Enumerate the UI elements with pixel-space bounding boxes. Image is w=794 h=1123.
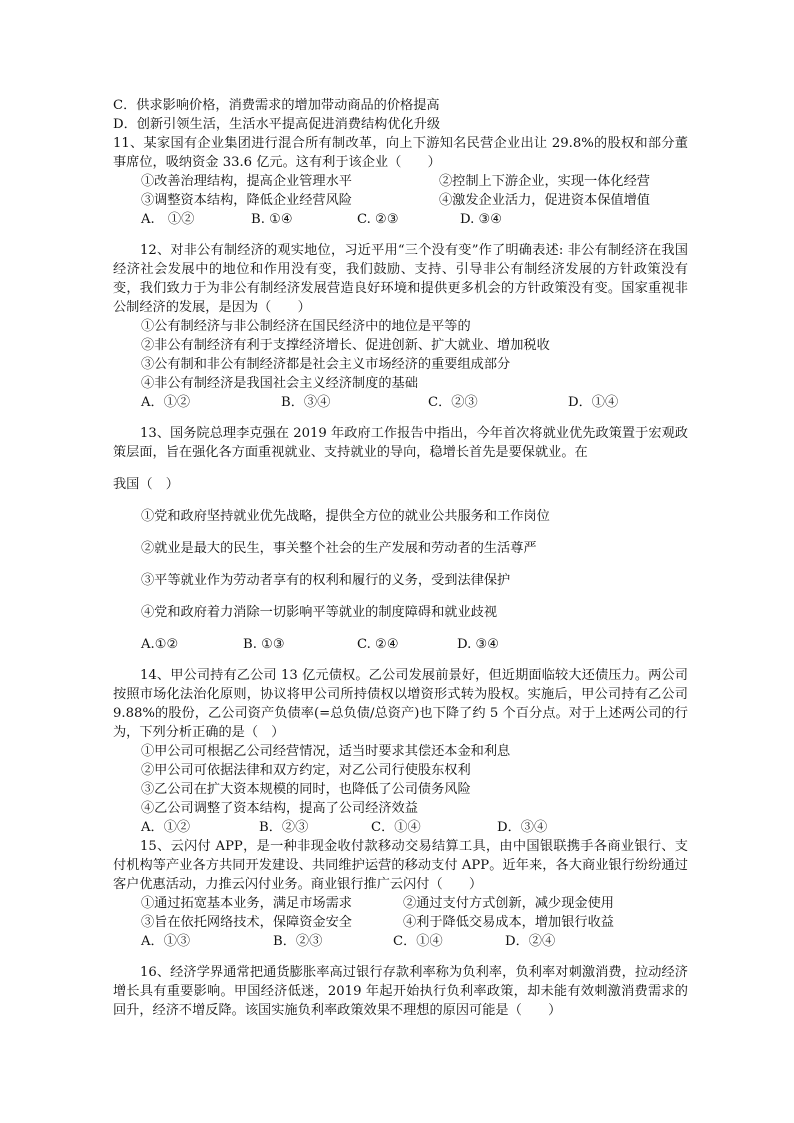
q12-stem: 12、对非公有制经济的观实地位，习近平用“三个没有变”作了明确表述: 非公有制经济在我国经济社会发展中的地位和作用没有变，我们鼓励、支持、引导非公有制经济发展的方针政策没有变，我们致力于为非公有制经济发展营造良好环境和提供更多机会的方针政策没有变。国家重视非公制经济的发展，是因为（ ） [113,243,688,315]
q16-stem: 16、经济学界通常把通货膨胀率高过银行存款利率称为负利率，负利率对刺激消费，拉动经济增长具有重要影响。甲国经济低迷，2019 年起开始执行负利率政策，却未能有效刺激消费需求的回升，经济不增反降。该国实施负利率政策效果不理想的原因可能是（ ） [113,965,688,1018]
q12-statement-4: ④非公有制经济是我国社会主义经济制度的基础 [141,376,418,391]
q14-stem: 14、甲公司持有乙公司 13 亿元债权。乙公司发展前景好，但近期面临较大还债压力。两公司按照市场化法治化原则，协议将甲公司所持债权以增资形式转为股权。实施后，甲公司持有乙公司 9.88%的股份，乙公司资产负债率(=总负债/总资产)也下降了约 5 个百分点。对于上述两公司的行为，下列分析正确的是（ ） [113,668,688,740]
q10-option-d: D．创新引领生活，生活水平提高促进消费结构优化升级 [113,117,441,132]
q11-choices [113,210,688,229]
q15-stem: 15、云闪付 APP，是一种非现金收付款移动交易结算工具，由中国银联携手各商业银行、支付机构等产业各方共同开发建设、共同维护运营的移动支付 APP。近年来，各大商业银行纷纷通过客户优惠活动，力推云闪付业务。商业银行推广云闪付（ ） [113,839,688,892]
q11-choice-c: C. ②③ [357,212,399,227]
q15-statement-4: ④利于降低交易成本，增加银行收益 [403,915,614,930]
q15-statement-2: ②通过支付方式创新，减少现金使用 [403,896,614,911]
q12-choices [113,393,688,412]
q13-stem: 13、国务院总理李克强在 2019 年政府工作报告中指出，今年首次将就业优先政策置于宏观政策层面，旨在强化各方面重视就业、支持就业的导向，稳增长首先是要保就业。在 [113,426,688,460]
q14-statement-2: ②甲公司可依据法律和双方约定，对乙公司行使股东权利 [141,763,471,778]
q11-choice-b: B. ①④ [251,212,293,227]
q11-statement-1: ①改善治理结构，提高企业管理水平 [141,174,352,189]
question-13 [113,424,688,654]
q11-statement-4: ④激发企业活力，促进资本保值增值 [439,193,650,208]
q15-choice-d: D．②④ [505,934,556,949]
q12-choice-d: D．①④ [568,395,619,410]
q14-choice-d: D．③④ [497,820,548,835]
q12-statement-1: ①公有制经济与非公制经济在国民经济中的地位是平等的 [141,319,471,334]
q12-statement-2: ②非公有制经济有利于支撑经济增长、促进创新、扩大就业、增加税收 [141,338,550,353]
q15-statement-1: ①通过拓宽基本业务，满足市场需求 [141,896,352,911]
q14-choice-c: C．①④ [371,820,421,835]
q12-choice-b: B．③④ [281,395,331,410]
q10-option-c: C．供求影响价格，消费需求的增加带动商品的价格提高 [113,98,440,113]
question-16 [113,963,688,1020]
q15-choice-a: A．①③ [141,934,191,949]
q13-statement-1: ①党和政府坚持就业优先战略，提供全方位的就业公共服务和工作岗位 [141,509,550,524]
q12-choice-a: A．①② [141,395,191,410]
q14-choices [113,818,688,837]
q11-statement-2: ②控制上下游企业，实现一体化经营 [439,174,650,189]
q12-choice-c: C．②③ [428,395,478,410]
q13-choice-c: C. ②④ [357,637,399,652]
question-12 [113,241,688,412]
q14-statement-4: ④乙公司调整了资本结构，提高了公司经济效益 [141,801,418,816]
q14-statement-1: ①甲公司可根据乙公司经营情况，适当时要求其偿还本金和利息 [141,744,511,759]
q13-choice-a: A.①② [141,637,179,652]
q15-statement-3: ③旨在依托网络技术，保障资金安全 [141,915,352,930]
q13-choices [113,635,688,654]
q14-choice-b: B．②③ [259,820,309,835]
q11-statements [113,172,688,210]
q11-choice-d: D. ③④ [460,212,503,227]
q14-choice-a: A．①② [141,820,191,835]
q11-stem: 11、某家国有企业集团进行混合所有制改革，向上下游知名民营企业出让 29.8%的股权和部分董事席位，吸纳资金 33.6 亿元。这有利于该企业（ ） [113,136,688,170]
question-11 [113,134,688,229]
q11-statement-3: ③调整资本结构，降低企业经营风险 [141,193,352,208]
q13-statement-2: ②就业是最大的民生，事关整个社会的生产发展和劳动者的生活尊严 [141,541,537,556]
q13-choice-d: D. ③④ [457,637,500,652]
question-15 [113,837,688,951]
q13-statement-3: ③平等就业作为劳动者享有的权利和履行的义务，受到法律保护 [141,573,511,588]
question-14 [113,666,688,837]
q14-statement-3: ③乙公司在扩大资本规模的同时，也降低了公司债务风险 [141,782,471,797]
q15-choices [113,932,688,951]
q15-statements [113,894,688,932]
page-content [113,96,688,1020]
q13-stem-tail: 我国（ ） [113,477,179,492]
q15-choice-b: B．②③ [273,934,323,949]
q13-statement-4: ④党和政府着力消除一切影响平等就业的制度障碍和就业歧视 [141,605,498,620]
q11-choice-a: A. ①② [141,212,195,227]
q15-choice-c: C．①④ [393,934,443,949]
q12-statement-3: ③公有制和非公有制经济都是社会主义市场经济的重要组成部分 [141,357,511,372]
q13-choice-b: B. ①③ [243,637,285,652]
